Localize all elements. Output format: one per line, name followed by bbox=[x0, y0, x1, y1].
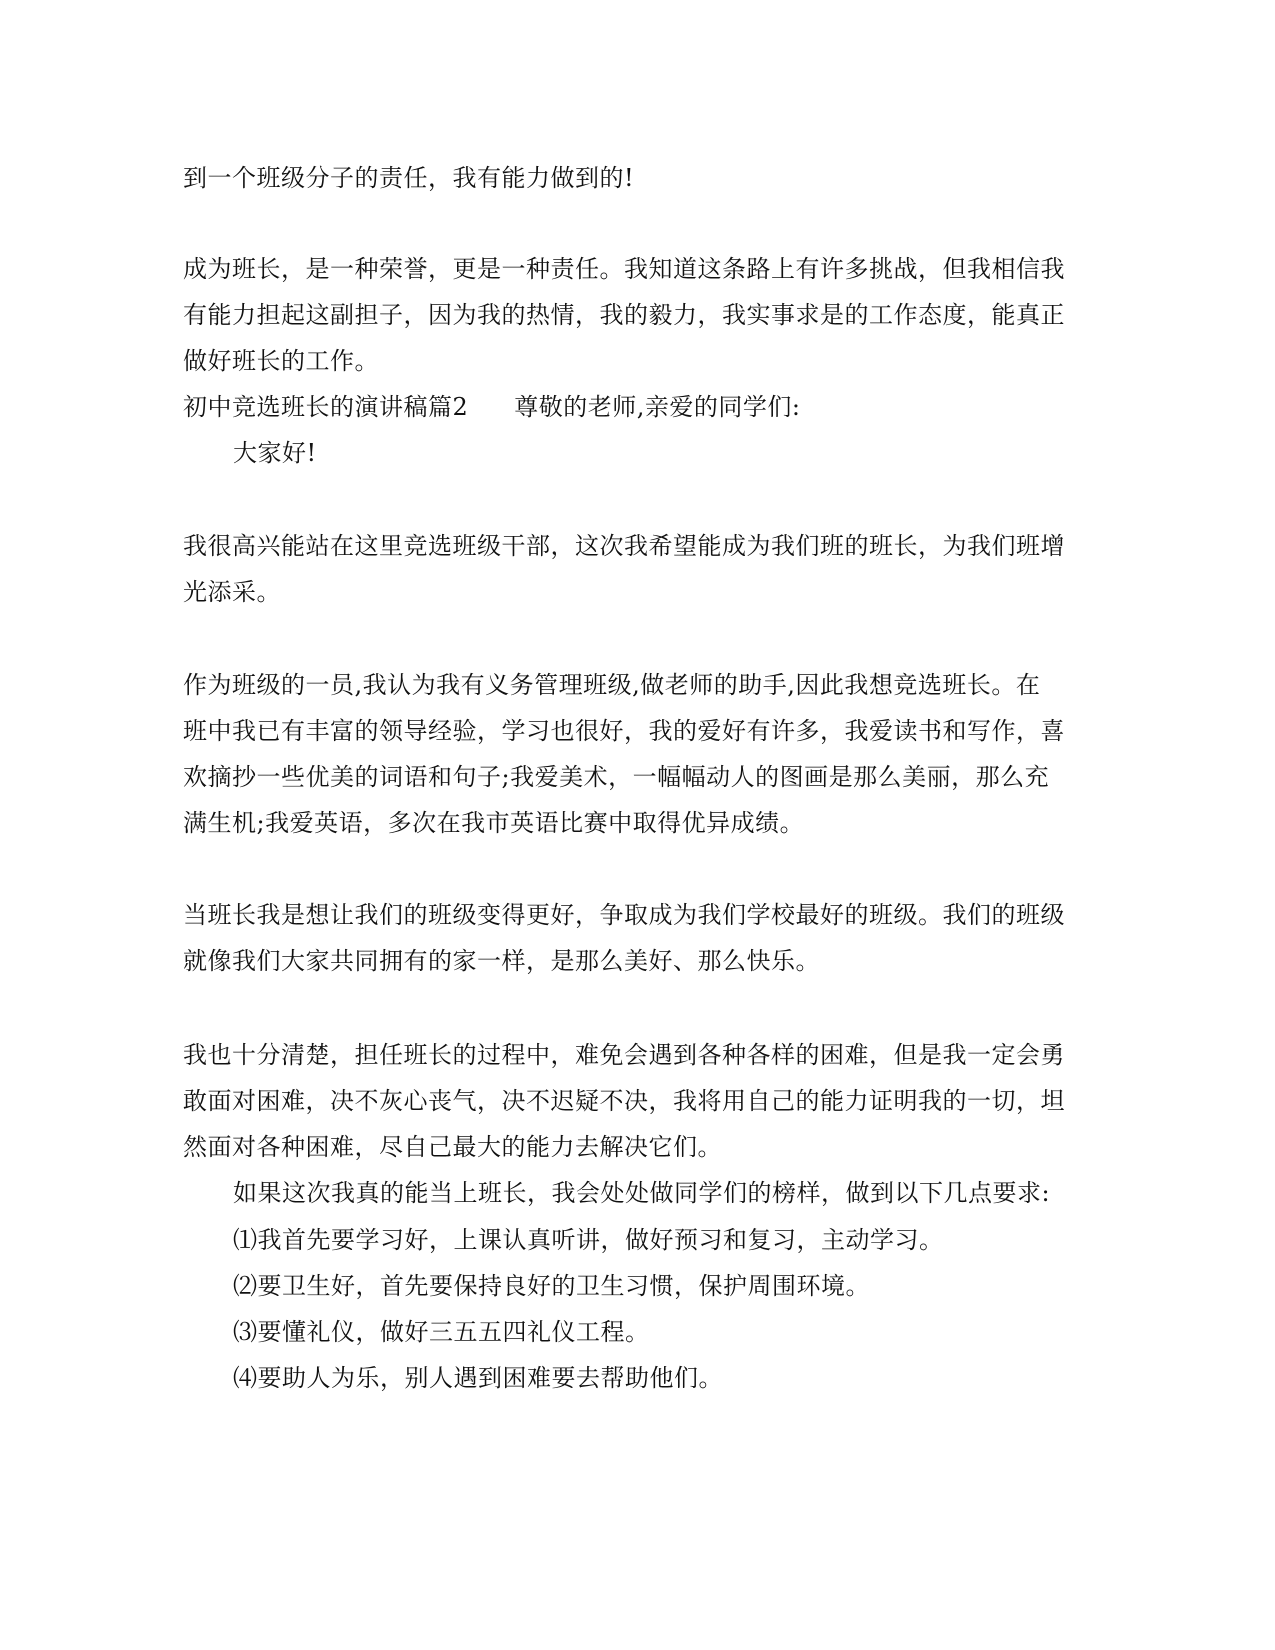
paragraph-line: 当班长我是想让我们的班级变得更好，争取成为我们学校最好的班级。我们的班级 bbox=[183, 901, 1065, 929]
paragraph-line: 有能力担起这副担子，因为我的热情，我的毅力，我实事求是的工作态度，能真正 bbox=[183, 301, 1065, 329]
list-item: ⑷要助人为乐，别人遇到困难要去帮助他们。 bbox=[233, 1364, 723, 1392]
paragraph-line: 如果这次我真的能当上班长，我会处处做同学们的榜样，做到以下几点要求: bbox=[233, 1179, 1051, 1207]
paragraph-line: 班中我已有丰富的领导经验，学习也很好，我的爱好有许多，我爱读书和写作，喜 bbox=[183, 717, 1065, 745]
paragraph-line: 我很高兴能站在这里竞选班级干部，这次我希望能成为我们班的班长，为我们班增 bbox=[183, 532, 1065, 560]
list-item: ⑶要懂礼仪，做好三五五四礼仪工程。 bbox=[233, 1318, 650, 1346]
paragraph-line: 做好班长的工作。 bbox=[183, 347, 379, 375]
paragraph-line: 光添采。 bbox=[183, 578, 281, 606]
paragraph-line: 敢面对困难，决不灰心丧气，决不迟疑不决，我将用自己的能力证明我的一切，坦 bbox=[183, 1087, 1065, 1115]
list-item: ⑴我首先要学习好，上课认真听讲，做好预习和复习，主动学习。 bbox=[233, 1226, 944, 1254]
paragraph-line: 作为班级的一员,我认为我有义务管理班级,做老师的助手,因此我想竞选班长。在 bbox=[183, 671, 1041, 699]
paragraph-line: 就像我们大家共同拥有的家一样，是那么美好、那么快乐。 bbox=[183, 947, 820, 975]
section-heading-line bbox=[183, 391, 801, 423]
paragraph-line: 满生机;我爱英语，多次在我市英语比赛中取得优异成绩。 bbox=[183, 809, 805, 837]
section-title: 初中竞选班长的演讲稿篇2 bbox=[183, 393, 469, 421]
paragraph-line: 然面对各种困难，尽自己最大的能力去解决它们。 bbox=[183, 1133, 722, 1161]
paragraph-line: 欢摘抄一些优美的词语和句子;我爱美术，一幅幅动人的图画是那么美丽，那么充 bbox=[183, 763, 1050, 791]
salutation: 尊敬的老师,亲爱的同学们: bbox=[514, 393, 801, 421]
list-item: ⑵要卫生好，首先要保持良好的卫生习惯，保护周围环境。 bbox=[233, 1272, 870, 1300]
paragraph-line: 成为班长，是一种荣誉，更是一种责任。我知道这条路上有许多挑战，但我相信我 bbox=[183, 255, 1065, 283]
greeting-line: 大家好! bbox=[233, 439, 317, 467]
paragraph-line: 到一个班级分子的责任，我有能力做到的! bbox=[183, 164, 635, 192]
paragraph-line: 我也十分清楚，担任班长的过程中，难免会遇到各种各样的困难，但是我一定会勇 bbox=[183, 1041, 1065, 1069]
